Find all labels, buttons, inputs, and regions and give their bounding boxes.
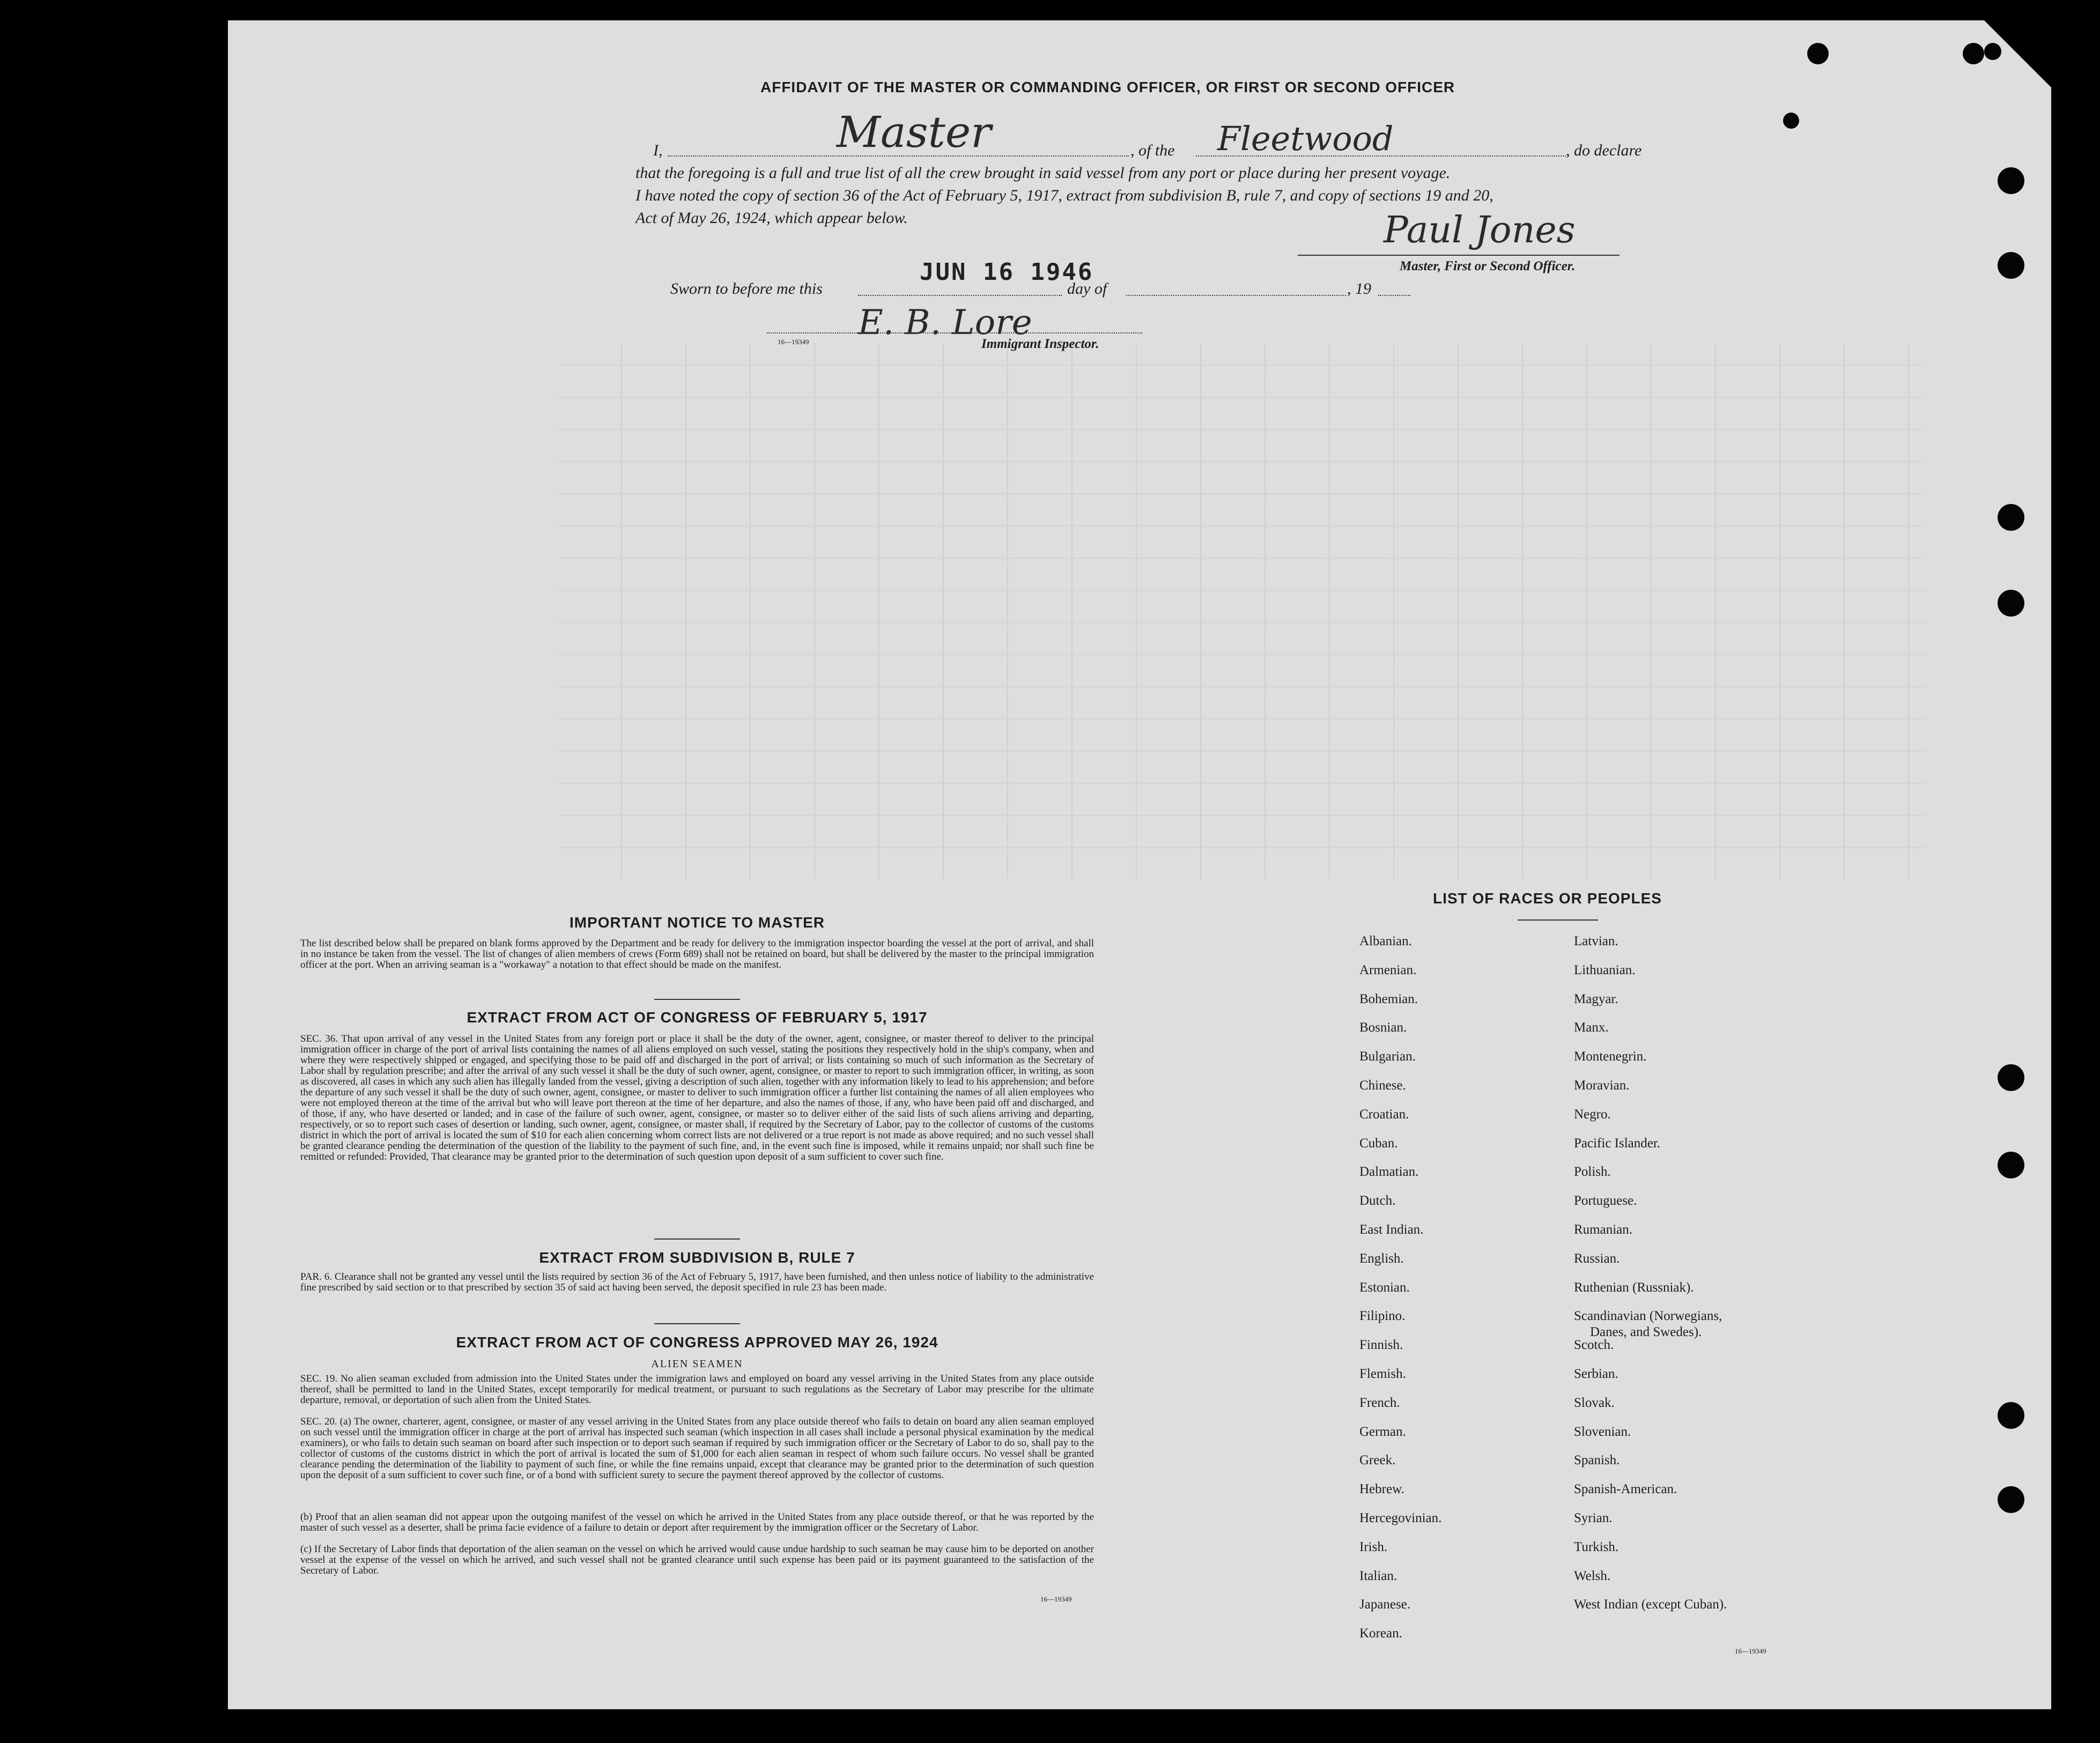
race-item: Russian. bbox=[1574, 1251, 1620, 1266]
race-item: Albanian. bbox=[1359, 934, 1412, 948]
sworn-day-field bbox=[858, 295, 1062, 296]
race-item: Italian. bbox=[1359, 1568, 1397, 1583]
extract-1924-heading: EXTRACT FROM ACT OF CONGRESS APPROVED MAY 26, 1924 bbox=[456, 1334, 938, 1351]
race-item: Spanish-American. bbox=[1574, 1482, 1677, 1497]
race-item: Greek. bbox=[1359, 1453, 1396, 1468]
race-item: Dalmatian. bbox=[1359, 1165, 1419, 1180]
sworn-year-field bbox=[1378, 295, 1410, 296]
vessel-name-handwriting: Fleetwood bbox=[1217, 119, 1394, 158]
race-item: Rumanian. bbox=[1574, 1222, 1633, 1237]
race-item: Hebrew. bbox=[1359, 1482, 1404, 1497]
date-stamp: JUN 16 1946 bbox=[920, 258, 1094, 286]
race-item: Armenian. bbox=[1359, 962, 1417, 977]
form-number-top: 16—19349 bbox=[778, 338, 809, 346]
punch-hole bbox=[1963, 43, 1984, 64]
sec-20b-text: (b) Proof that an alien seaman did not appear upon the outgoing manifest of the vessel on which he arrived in the United States from any place outside thereof, or that he was reported by the master of such vessel as a deserter, shall be prima facie evidence of a failure to detain or deport after requirement by the immigration officer or the Secretary of Labor. bbox=[300, 1511, 1094, 1533]
punch-hole bbox=[1807, 43, 1829, 64]
subdivision-text: PAR. 6. Clearance shall not be granted any vessel until the lists required by section 36 of the Act of February 5, 1917, have been furnished, and then unless notice of liability to the administrative fine prescribed by said section or to that prescribed by section 35 of said act having been served, the deposit specified in rule 23 has been made. bbox=[300, 1271, 1094, 1293]
faded-ruled-grid bbox=[558, 343, 1925, 879]
race-item: Portuguese. bbox=[1574, 1193, 1637, 1208]
race-item: Croatian. bbox=[1359, 1107, 1409, 1122]
affidavit-line-3: I have noted the copy of section 36 of the Act of February 5, 1917, extract from subdivision B, rule 7, and copy of sections 19 and 20, bbox=[635, 187, 1493, 204]
notice-text: The list described below shall be prepared on blank forms approved by the Department and be ready for delivery to the immigration inspector boarding the vessel at the port of arrival, and shall in no instance be taken from the vessel. The list of changes of alien members of crews (Form 689) shall not be retained on board, but shall be delivered by the master to the principal immigration officer at the port. When an arriving seaman is a "workaway" a notation to that effect should be made on the manifest. bbox=[300, 938, 1094, 970]
race-item: Estonian. bbox=[1359, 1280, 1410, 1295]
race-item: Welsh. bbox=[1574, 1568, 1611, 1583]
race-item: Cuban. bbox=[1359, 1136, 1398, 1151]
inspector-signature: E. B. Lore bbox=[858, 303, 1032, 343]
separator bbox=[654, 1323, 740, 1324]
alien-seamen-subheading: ALIEN SEAMEN bbox=[651, 1358, 743, 1370]
race-item: Flemish. bbox=[1359, 1367, 1406, 1381]
race-item: Latvian. bbox=[1574, 934, 1618, 948]
race-item: Bohemian. bbox=[1359, 991, 1418, 1006]
inspector-line bbox=[767, 332, 1142, 333]
race-item: Negro. bbox=[1574, 1107, 1611, 1122]
punch-hole bbox=[1998, 1486, 2024, 1513]
master-name-handwriting: Master bbox=[837, 107, 992, 157]
race-item: Scandinavian (Norwegians, bbox=[1574, 1309, 1722, 1324]
of-the-label: , of the bbox=[1130, 142, 1175, 159]
race-item: Scotch. bbox=[1574, 1338, 1614, 1353]
sec-20c-text: (c) If the Secretary of Labor finds that deportation of the alien seaman on the vessel on which he arrived would cause undue hardship to such seaman he may cause him to be deported on another vessel at the expense of the vessel on which he arrived, and such vessel shall not be granted clearance until such expense has been paid or its payment guaranteed to the satisfaction of the Secretary of Labor. bbox=[300, 1544, 1094, 1576]
race-item: Chinese. bbox=[1359, 1078, 1406, 1093]
punch-hole bbox=[1984, 43, 2001, 60]
race-item: Spanish. bbox=[1574, 1453, 1620, 1468]
sworn-month-field bbox=[1126, 295, 1346, 296]
punch-hole bbox=[1783, 113, 1799, 129]
sworn-label: Sworn to before me this bbox=[670, 280, 823, 298]
race-item: Lithuanian. bbox=[1574, 962, 1636, 977]
punch-hole bbox=[1998, 252, 2024, 279]
race-item: Bosnian. bbox=[1359, 1020, 1407, 1035]
i-label: I, bbox=[653, 142, 663, 159]
race-item: Ruthenian (Russniak). bbox=[1574, 1280, 1694, 1295]
punch-hole bbox=[1998, 1402, 2024, 1429]
inspector-caption: Immigrant Inspector. bbox=[981, 337, 1099, 351]
punch-hole bbox=[1998, 1152, 2024, 1178]
race-item: Finnish. bbox=[1359, 1338, 1403, 1353]
race-item: Manx. bbox=[1574, 1020, 1609, 1035]
race-item: Polish. bbox=[1574, 1165, 1611, 1180]
race-item: Montenegrin. bbox=[1574, 1049, 1647, 1064]
race-item: Turkish. bbox=[1574, 1539, 1619, 1554]
race-item: Slovenian. bbox=[1574, 1424, 1631, 1439]
race-item: German. bbox=[1359, 1424, 1406, 1439]
race-item: English. bbox=[1359, 1251, 1404, 1266]
race-item: French. bbox=[1359, 1395, 1400, 1410]
punch-hole bbox=[1998, 1064, 2024, 1091]
race-item: Syrian. bbox=[1574, 1511, 1613, 1525]
punch-hole bbox=[1998, 167, 2024, 194]
separator bbox=[654, 999, 740, 1000]
separator bbox=[654, 1238, 740, 1240]
day-of-label: day of bbox=[1067, 280, 1107, 298]
master-signature: Paul Jones bbox=[1384, 209, 1576, 251]
year-label: , 19 bbox=[1347, 280, 1371, 298]
punch-hole bbox=[1998, 504, 2024, 531]
signature-line bbox=[1298, 255, 1620, 256]
affidavit-line-4: Act of May 26, 1924, which appear below. bbox=[635, 209, 908, 227]
affidavit-line-2: that the foregoing is a full and true list of all the crew brought in said vessel from any port or place during her present voyage. bbox=[635, 164, 1451, 182]
race-item: Japanese. bbox=[1359, 1597, 1411, 1612]
extract-1917-heading: EXTRACT FROM ACT OF CONGRESS OF FEBRUARY 5, 1917 bbox=[467, 1009, 928, 1026]
race-item: Slovak. bbox=[1574, 1395, 1615, 1410]
race-item: Korean. bbox=[1359, 1626, 1402, 1641]
race-item: Danes, and Swedes). bbox=[1590, 1325, 1702, 1340]
race-item: Pacific Islander. bbox=[1574, 1136, 1661, 1151]
race-item: Irish. bbox=[1359, 1539, 1388, 1554]
form-number-races: 16—19349 bbox=[1735, 1647, 1766, 1655]
race-item: Moravian. bbox=[1574, 1078, 1630, 1093]
sec-19-text: SEC. 19. No alien seaman excluded from admission into the United States under the immigration laws and employed on board any vessel arriving in the United States from any place outside thereof, shall be permitted to land in the United States, except temporarily for medical treatment, or pursuant to such regulations as the Secretary of Labor may prescribe for the ultimate departure, removal, or deportation of such alien from the United States. bbox=[300, 1373, 1094, 1406]
race-item: Hercegovinian. bbox=[1359, 1511, 1442, 1525]
races-heading-rule bbox=[1518, 919, 1598, 921]
race-item: Filipino. bbox=[1359, 1309, 1406, 1324]
notice-heading: IMPORTANT NOTICE TO MASTER bbox=[569, 914, 825, 931]
form-number-notice: 16—19349 bbox=[1040, 1595, 1072, 1603]
race-item: West Indian (except Cuban). bbox=[1574, 1597, 1727, 1612]
race-item: East Indian. bbox=[1359, 1222, 1424, 1237]
races-heading: LIST OF RACES OR PEOPLES bbox=[1433, 890, 1662, 907]
race-item: Serbian. bbox=[1574, 1367, 1618, 1381]
race-item: Dutch. bbox=[1359, 1193, 1396, 1208]
affidavit-title: AFFIDAVIT OF THE MASTER OR COMMANDING OFFICER, OR FIRST OR SECOND OFFICER bbox=[760, 79, 1455, 95]
race-item: Magyar. bbox=[1574, 991, 1618, 1006]
sec-20a-text: SEC. 20. (a) The owner, charterer, agent, consignee, or master of any vessel arriving in the United States from any place outside thereof who fails to detain on board any alien seaman employed on such vessel until the immigration officer in charge at the port of arrival has inspected such seaman (which inspection in all cases shall include a personal physical examination by the medical examiners), or who fails to detain such seaman on board after such inspection or to deport such seaman if required by such immigration officer or the Secretary of Labor to do so, shall pay to the collector of customs of the customs district in which the port of arrival is located the sum of $1,000 for each alien seaman in respect of whom such failure occurs. No vessel shall be granted clearance pending the determination of the liability to payment of such fine, or while the fine remains unpaid, except that clearance may be granted prior to the determination of such question upon the deposit of a sum sufficient to cover such fine, or of a bond with sufficient surety to secure the payment thereof approved by the collector of customs. bbox=[300, 1416, 1094, 1481]
punch-hole bbox=[1998, 590, 2024, 617]
race-item: Bulgarian. bbox=[1359, 1049, 1416, 1064]
do-declare-label: , do declare bbox=[1566, 142, 1642, 159]
extract-1917-text: SEC. 36. That upon arrival of any vessel in the United States from any foreign port or place it shall be the duty of the owner, agent, consignee, or master thereof to deliver to the principal immigration officer in charge of the port of arrival lists containing the names of all aliens employed on such vessel, stating the positions they respectively hold in the ship's company, when and where they were respectively shipped or engaged, and specifying those to be paid off and discharged in the port of arrival; or lists containing so much of such information as the Secretary of Labor shall by regulation prescribe; and after the arrival of any such vessel it shall be the duty of such owner, agent, consignee, or master to report to such immigration officer, in writing, as soon as discovered, all cases in which any such alien has illegally landed from the vessel, giving a description of such alien, together with any information likely to lead to his apprehension; and before the departure of any such vessel it shall be the duty of such owner, agent, consignee, or master to deliver to such immigration officer a further list containing the names of all alien employees who were not employed thereon at the time of the arrival but who will leave port thereon at the time of her departure, and also the names of those, if any, who have been paid off and discharged, and of those, if any, who have deserted or landed; and in case of the failure of such owner, agent, consignee, or master so to deliver either of the said lists of such aliens arriving and departing, respectively, or so to report such cases of desertion or landing, such owner, agent, consignee, or master shall, if required by the Secretary of Labor, pay to the collector of customs of the customs district in which the port of arrival is located the sum of $10 for each alien concerning whom correct lists are not delivered or a true report is not made as above required; and no such vessel shall be granted clearance pending the determination of the question of the liability to the payment of such fine, and, in the event such fine is imposed, while it remains unpaid; nor shall such fine be remitted or refunded: Provided, That clearance may be granted prior to the determination of such question upon deposit of a sum sufficient to cover such fine. bbox=[300, 1033, 1094, 1162]
signer-caption: Master, First or Second Officer. bbox=[1400, 259, 1576, 273]
subdivision-heading: EXTRACT FROM SUBDIVISION B, RULE 7 bbox=[539, 1249, 855, 1266]
